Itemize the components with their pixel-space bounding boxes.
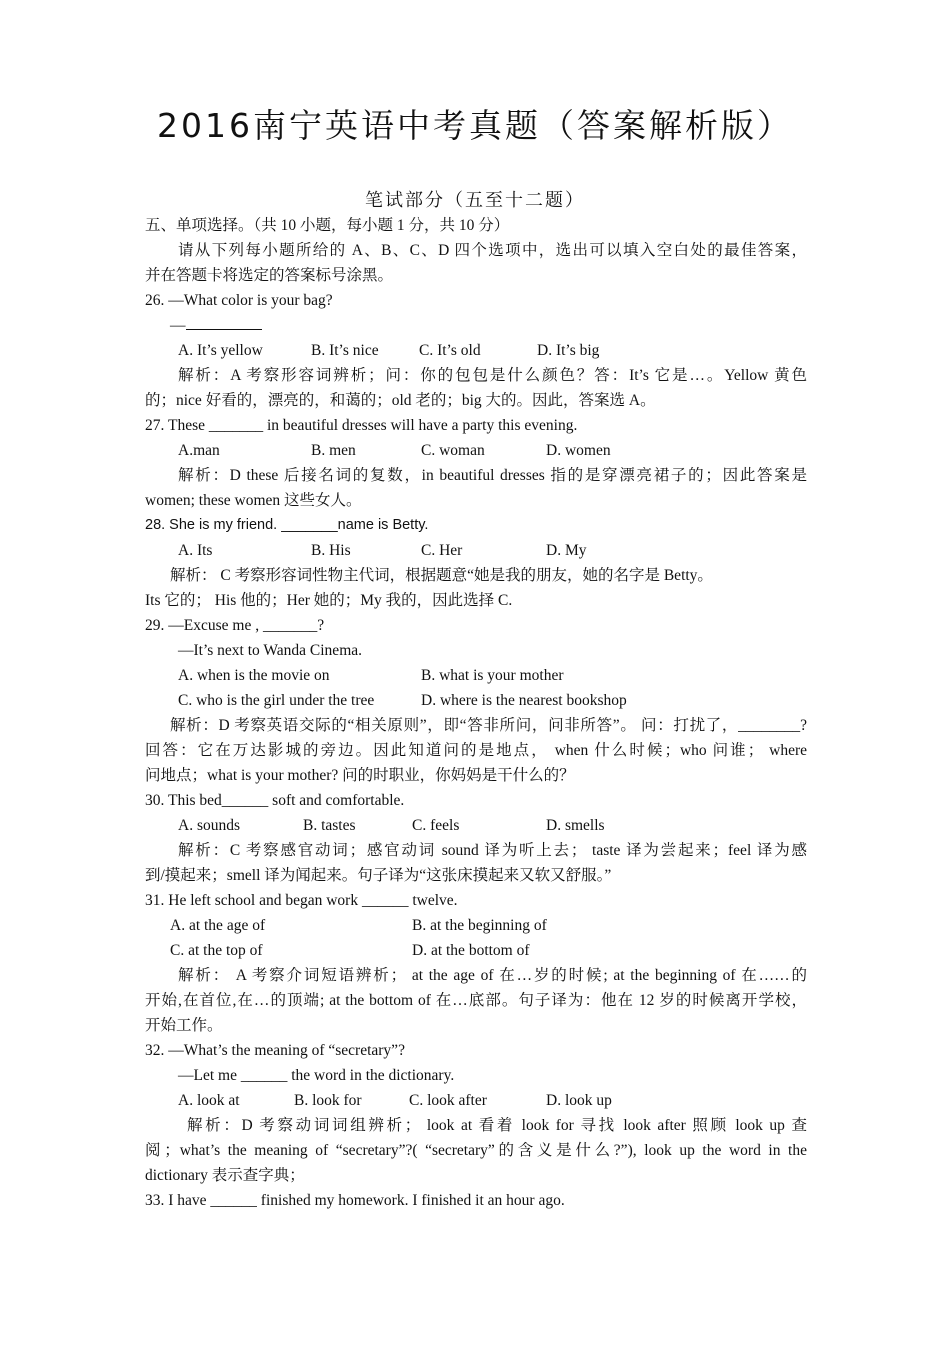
section-heading: 笔试部分（五至十二题） xyxy=(365,190,585,210)
question-31-options-row-2 xyxy=(145,938,807,963)
instructions-line: 请从下列每小题所给的 A、B、C、D 四个选项中，选出可以填入空白处的最佳答案， xyxy=(178,242,807,259)
question-29-analysis: 回答：它在万达影城的旁边。因此知道问的是地点， when 什么时候；who 问谁； where xyxy=(145,742,807,759)
question-30-options xyxy=(145,813,807,838)
question-27-analysis: 解析：D these 后接名词的复数，in beautiful dresses 指的是穿漂亮裙子的；因此答案是 xyxy=(178,467,807,484)
question-33-stem: 33. I have ______ finished my homework. I finished it an hour ago. xyxy=(145,1192,565,1209)
option-a: A. sounds xyxy=(178,817,241,834)
option-a: A. Its xyxy=(178,542,213,559)
option-d: D. women xyxy=(546,442,611,459)
option-a: A.man xyxy=(178,442,220,459)
option-b: B. at the beginning of xyxy=(412,917,547,934)
option-c: C. look after xyxy=(409,1092,487,1109)
question-28-options xyxy=(145,538,807,563)
question-27-stem: 27. These _______ in beautiful dresses will have a party this evening. xyxy=(145,417,578,434)
option-d: D. where is the nearest bookshop xyxy=(421,692,627,709)
option-d: D. look up xyxy=(546,1092,612,1109)
exam-content xyxy=(145,213,807,1213)
question-29-options-row-1 xyxy=(145,663,807,688)
option-b: B. tastes xyxy=(303,817,356,834)
question-31-stem: 31. He left school and began work ______ twelve. xyxy=(145,892,458,909)
question-27-analysis: women; these women 这些女人。 xyxy=(145,492,362,509)
option-a: A. It’s yellow xyxy=(178,342,263,359)
question-29-stem: 29. —Excuse me , _______? xyxy=(145,617,325,634)
option-c: C. woman xyxy=(421,442,485,459)
option-d: D. smells xyxy=(546,817,605,834)
question-31-options-row-1 xyxy=(145,913,807,938)
question-32-analysis: dictionary 表示查字典； xyxy=(145,1167,305,1184)
option-b: B. men xyxy=(311,442,356,459)
question-29-options-row-2 xyxy=(145,688,807,713)
question-26-options xyxy=(145,338,807,363)
option-a: A. look at xyxy=(178,1092,240,1109)
part-heading: 五、单项选择。（共 10 小题，每小题 1 分，共 10 分） xyxy=(145,217,510,234)
answer-dash: — xyxy=(170,317,186,334)
question-28-analysis: Its 它的； His 他的；Her 她的；My 我的，因此选择 C. xyxy=(145,592,513,609)
question-29-analysis: 问地点；what is your mother? 问的时职业，你妈妈是干什么的？ xyxy=(145,767,575,784)
option-c: C. feels xyxy=(412,817,460,834)
option-c: C. at the top of xyxy=(170,942,263,959)
question-30-analysis: 解析：C 考察感官动词；感官动词 sound 译为听上去； taste 译为尝起来；feel 译为感 xyxy=(178,842,807,859)
document-title: 2016南宁英语中考真题（答案解析版） xyxy=(157,106,793,145)
question-32-analysis: 阅；what’s the meaning of “secretary”?( “secretary”的含义是什么?”), look up the word in the xyxy=(145,1142,807,1159)
question-29-reply: —It’s next to Wanda Cinema. xyxy=(178,642,363,659)
option-c: C. Her xyxy=(421,542,463,559)
answer-blank-line xyxy=(145,313,807,338)
question-30-analysis: 到/摸起来；smell 译为闻起来。句子译为“这张床摸起来又软又舒服。” xyxy=(145,867,612,884)
question-31-analysis: 解析： A 考察介词短语辨析； at the age of 在…岁的时候; at the beginning of 在……的 xyxy=(178,967,807,984)
question-32-options xyxy=(145,1088,807,1113)
option-d: D. at the bottom of xyxy=(412,942,530,959)
option-b: B. what is your mother xyxy=(421,667,564,684)
question-28-analysis: 解析： C 考察形容词性物主代词，根据题意“她是我的朋友，她的名字是 Betty。 xyxy=(170,567,713,584)
question-28-stem: 28. She is my friend. _______name is Betty. xyxy=(145,517,429,533)
option-b: B. His xyxy=(311,542,351,559)
option-d: D. My xyxy=(546,542,587,559)
instructions-line: 并在答题卡将选定的答案标号涂黑。 xyxy=(145,267,394,284)
question-31-analysis: 开始,在首位,在…的顶端; at the bottom of 在…底部。句子译为：他在 12 岁的时候离开学校， xyxy=(145,992,807,1009)
question-26-analysis: 解析：A 考察形容词辨析；问：你的包包是什么颜色？答：It’s 它是…。Yellow 黄色 xyxy=(178,367,807,384)
question-32-stem: 32. —What’s the meaning of “secretary”? xyxy=(145,1042,405,1059)
option-a: A. when is the movie on xyxy=(178,667,330,684)
option-a: A. at the age of xyxy=(170,917,266,934)
question-31-analysis: 开始工作。 xyxy=(145,1017,223,1034)
question-29-analysis: 解析：D 考察英语交际的“相关原则”，即“答非所问，问非所答”。 问：打扰了，________? xyxy=(170,717,807,734)
question-27-options xyxy=(145,438,807,463)
option-c: C. who is the girl under the tree xyxy=(178,692,375,709)
option-b: B. It’s nice xyxy=(311,342,379,359)
question-32-analysis: 解析：D 考察动词词组辨析； look at 看着 look for 寻找 look after 照顾 look up 查 xyxy=(187,1117,807,1134)
question-32-reply: —Let me ______ the word in the dictionary. xyxy=(178,1067,455,1084)
answer-blank xyxy=(186,315,262,330)
option-d: D. It’s big xyxy=(537,342,600,359)
option-b: B. look for xyxy=(294,1092,362,1109)
question-30-stem: 30. This bed______ soft and comfortable. xyxy=(145,792,405,809)
option-c: C. It’s old xyxy=(419,342,481,359)
question-26-analysis: 的；nice 好看的，漂亮的，和蔼的；old 老的；big 大的。因此，答案选 A。 xyxy=(145,392,656,409)
question-26-stem: 26. —What color is your bag? xyxy=(145,292,333,309)
